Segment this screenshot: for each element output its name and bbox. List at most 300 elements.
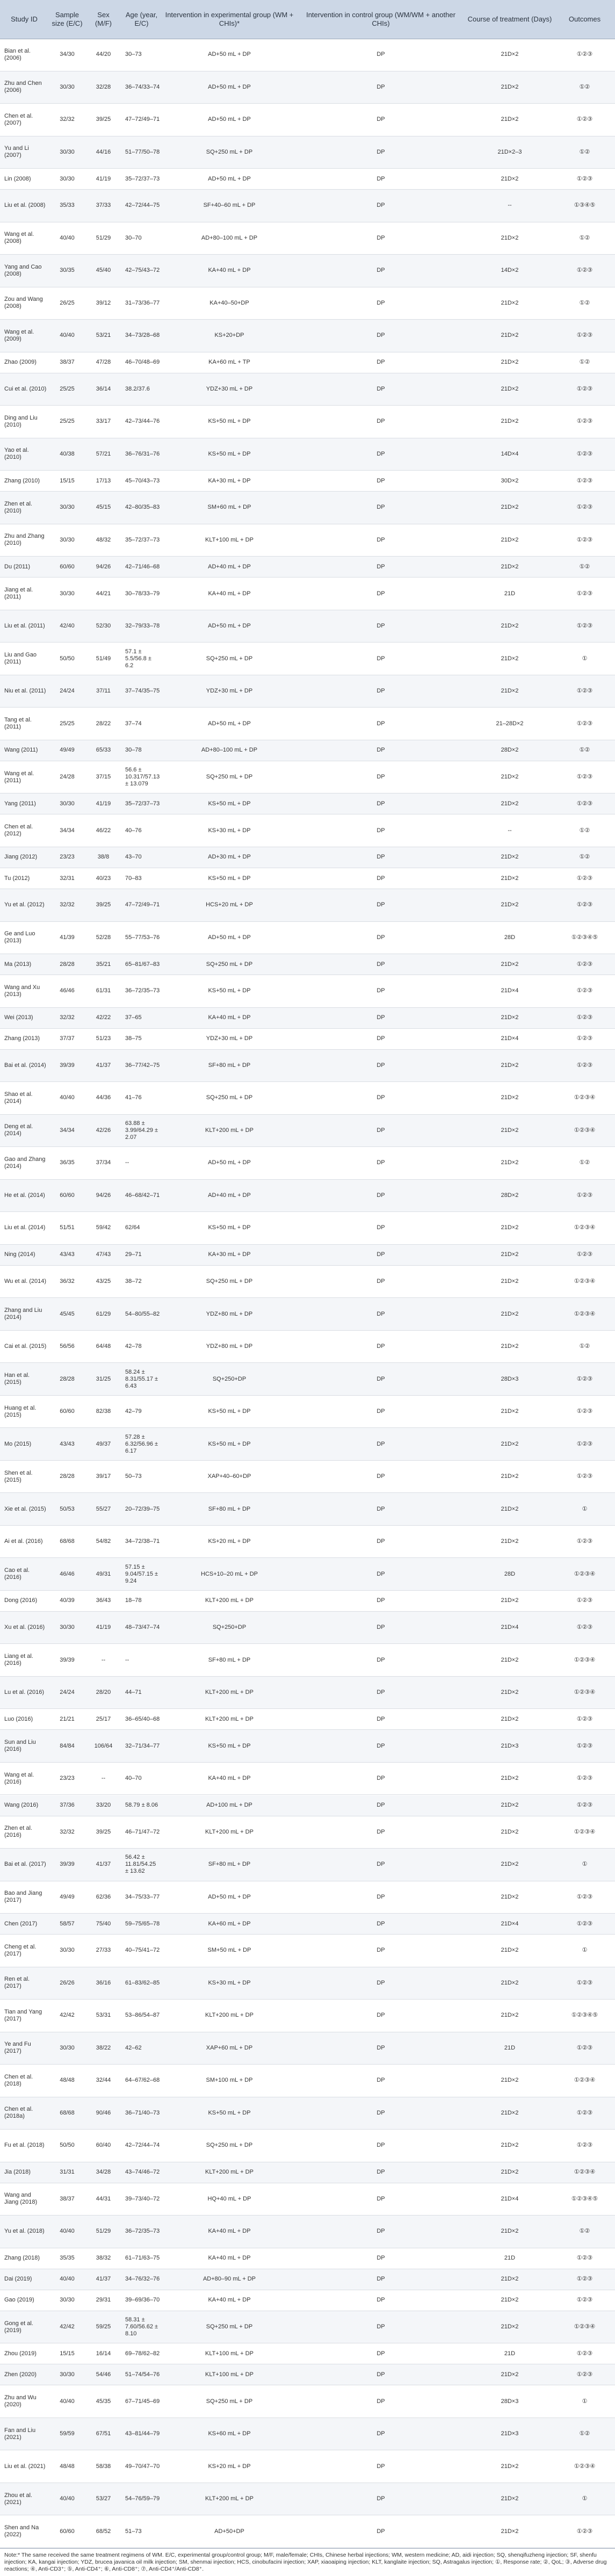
cell-sex: 41/19 <box>96 1624 111 1631</box>
cell-age: 58.79 ± 8.06 <box>125 1802 158 1809</box>
cell-sex: 51/49 <box>96 655 111 662</box>
cell-age: 61–71/63–75 <box>125 2255 160 2262</box>
cell-study-id: Cui et al. (2010) <box>4 385 47 392</box>
table-row <box>0 2385 615 2418</box>
table-row <box>0 1212 615 1245</box>
cell-sample-size: 30/30 <box>60 2044 75 2051</box>
cell-study-id: Zou and Wang (2008) <box>4 296 43 310</box>
cell-course-of-treatment: 21D×2 <box>501 1127 519 1134</box>
cell-outcomes: ①②③ <box>576 688 593 695</box>
cell-sex: 25/17 <box>96 1715 111 1722</box>
cell-age: 18–78 <box>125 1597 142 1604</box>
cell-age: 36–72/35–73 <box>125 2228 160 2235</box>
cell-sample-size: 25/25 <box>60 720 75 727</box>
cell-age: 35–72/37–73 <box>125 536 160 543</box>
cell-study-id: He et al. (2014) <box>4 1192 45 1199</box>
table-row <box>0 169 615 190</box>
cell-intervention-experimental: AD+50 mL + DP <box>208 623 251 630</box>
table-row <box>0 438 615 471</box>
cell-outcomes: ①②③ <box>576 1251 593 1258</box>
cell-intervention-experimental: KS+50 mL + DP <box>208 987 251 994</box>
cell-course-of-treatment: 21D×4 <box>501 987 519 994</box>
table-row <box>0 352 615 373</box>
cell-intervention-experimental: KA+40 mL + DP <box>208 2228 251 2235</box>
table-row <box>0 1298 615 1331</box>
cell-age: 47–72/49–71 <box>125 116 160 123</box>
cell-sample-size: 48/48 <box>60 2077 75 2084</box>
cell-intervention-experimental: KS+50 mL + DP <box>208 1224 251 1231</box>
cell-intervention-experimental: KS+20 mL + DP <box>208 2463 251 2470</box>
cell-age: 32–79/33–78 <box>125 623 160 630</box>
cell-course-of-treatment: 21D×2 <box>501 1505 519 1512</box>
cell-intervention-experimental: KS+50 mL + DP <box>208 2109 251 2116</box>
cell-intervention-experimental: KLT+200 mL + DP <box>205 2495 254 2502</box>
cell-outcomes: ①②③ <box>576 450 593 457</box>
cell-sample-size: 40/40 <box>60 1094 75 1101</box>
cell-sex: 57/21 <box>96 450 111 457</box>
table-row <box>0 1428 615 1461</box>
cell-intervention-control: DP <box>377 2228 385 2235</box>
cell-course-of-treatment: 21D×2 <box>501 1408 519 1415</box>
cell-age: 44–71 <box>125 1689 142 1696</box>
cell-outcomes: ①②③ <box>576 504 593 511</box>
cell-study-id: Zhou (2019) <box>4 2350 37 2357</box>
cell-age: 30–73 <box>125 51 142 58</box>
cell-age: 57.28 ± 6.32/56.96 ± 6.17 <box>125 1433 158 1454</box>
cell-study-id: Chen (2017) <box>4 1920 38 1927</box>
cell-sex: 32/28 <box>96 83 111 90</box>
cell-outcomes: ①② <box>579 359 590 366</box>
cell-intervention-control: DP <box>377 901 385 908</box>
cell-outcomes: ①②③ <box>576 2044 593 2051</box>
cell-sex: 27/33 <box>96 1947 111 1954</box>
cell-intervention-experimental: AD+50 mL + DP <box>208 83 251 90</box>
cell-outcomes: ①② <box>579 747 590 754</box>
cell-outcomes: ①② <box>579 299 590 306</box>
cell-study-id: Zhang (2018) <box>4 2255 40 2262</box>
cell-age: 36–65/40–68 <box>125 1715 160 1722</box>
table-row <box>0 1644 615 1677</box>
table-row <box>0 2343 615 2364</box>
cell-course-of-treatment: 21D×2 <box>501 1473 519 1480</box>
cell-course-of-treatment: 14D×4 <box>501 450 519 457</box>
cell-intervention-control: DP <box>377 1159 385 1166</box>
cell-sex: 44/36 <box>96 1094 111 1101</box>
cell-age: 64–67/62–68 <box>125 2077 160 2084</box>
cell-age: 51–74/54–76 <box>125 2371 160 2378</box>
cell-sex: 44/20 <box>96 51 111 58</box>
cell-intervention-control: DP <box>377 2463 385 2470</box>
cell-outcomes: ①②③ <box>576 774 593 781</box>
cell-sex: 47/43 <box>96 1251 111 1258</box>
cell-course-of-treatment: 21D×2 <box>501 1802 519 1809</box>
cell-intervention-control: DP <box>377 1861 385 1868</box>
table-row <box>0 578 615 610</box>
cell-study-id: Jiang et al. (2011) <box>4 587 33 601</box>
cell-course-of-treatment: 21–28D×2 <box>496 720 524 727</box>
cell-intervention-experimental: KA+40 mL + DP <box>208 2255 251 2262</box>
table-row <box>0 643 615 675</box>
cell-age: 53–86/54–87 <box>125 2012 160 2019</box>
cell-intervention-control: DP <box>377 1375 385 1382</box>
cell-sample-size: 28/28 <box>60 1375 75 1382</box>
cell-outcomes: ①②③④⑤ <box>571 2195 598 2202</box>
cell-study-id: Bian et al. (2006) <box>4 47 31 61</box>
cell-study-id: Gao and Zhang (2014) <box>4 1156 46 1170</box>
cell-sex: 94/26 <box>96 1192 111 1199</box>
cell-course-of-treatment: 21D×2 <box>501 1689 519 1696</box>
cell-course-of-treatment: 21D×2 <box>501 1538 519 1545</box>
cell-study-id: Jiang (2012) <box>4 854 38 861</box>
cell-intervention-experimental: SF+80 mL + DP <box>208 1861 251 1868</box>
cell-sex: 59/42 <box>96 1224 111 1231</box>
cell-age: 29–71 <box>125 1251 142 1258</box>
cell-course-of-treatment: 21D×2 <box>501 2012 519 2019</box>
cell-outcomes: ①②③④ <box>574 1224 596 1231</box>
cell-intervention-control: DP <box>377 623 385 630</box>
cell-study-id: Chen et al. (2018) <box>4 2073 33 2087</box>
cell-sample-size: 30/30 <box>60 1947 75 1954</box>
cell-age: 40–70 <box>125 1775 142 1782</box>
cell-intervention-experimental: KLT+100 mL + DP <box>205 2350 254 2357</box>
cell-outcomes: ①②③ <box>576 2255 593 2262</box>
cell-course-of-treatment: 21D×2 <box>501 2228 519 2235</box>
cell-course-of-treatment: 21D×2 <box>501 1343 519 1350</box>
cell-age: 54–80/55–82 <box>125 1310 160 1317</box>
cell-course-of-treatment: 21D×2 <box>501 2463 519 2470</box>
cell-sex: 48/32 <box>96 536 111 543</box>
cell-intervention-experimental: SF+80 mL + DP <box>208 1656 251 1663</box>
cell-intervention-control: DP <box>377 827 385 834</box>
cell-intervention-control: DP <box>377 536 385 543</box>
cell-age: 56.6 ± 10.317/57.13 ± 13.079 <box>125 767 160 788</box>
cell-course-of-treatment: 21D×2 <box>501 1947 519 1954</box>
cell-course-of-treatment: 21D×2 <box>501 1224 519 1231</box>
cell-study-id: Niu et al. (2011) <box>4 688 46 695</box>
table-row <box>0 1612 615 1644</box>
cell-age: 30–78 <box>125 747 142 754</box>
cell-intervention-control: DP <box>377 688 385 695</box>
cell-outcomes: ①②③ <box>576 1375 593 1382</box>
cell-outcomes: ①②③ <box>576 800 593 807</box>
cell-study-id: Zhang and Liu (2014) <box>4 1307 42 1321</box>
cell-outcomes: ①②③④ <box>574 2463 596 2470</box>
cell-intervention-experimental: SQ+250 mL + DP <box>206 148 253 155</box>
cell-age: 42–71/46–68 <box>125 563 160 570</box>
cell-intervention-control: DP <box>377 2276 385 2283</box>
cell-outcomes: ①②③ <box>576 1802 593 1809</box>
cell-intervention-experimental: KLT+200 mL + DP <box>205 1715 254 1722</box>
cell-outcomes: ①②③ <box>576 477 593 484</box>
cell-study-id: Zhao (2009) <box>4 359 37 366</box>
table-row <box>0 1881 615 1914</box>
cell-sample-size: 25/25 <box>60 418 75 425</box>
cell-sex: 37/33 <box>96 202 111 209</box>
cell-outcomes: ①②③④⑤ <box>571 2012 598 2019</box>
cell-intervention-experimental: AD+80–100 mL + DP <box>201 747 258 754</box>
cell-study-id: Wang et al. (2008) <box>4 231 34 245</box>
cell-outcomes: ①②③ <box>576 1035 593 1042</box>
cell-intervention-experimental: KA+40 mL + DP <box>208 590 251 597</box>
cell-intervention-control: DP <box>377 418 385 425</box>
cell-course-of-treatment: 21D×2 <box>501 688 519 695</box>
cell-intervention-control: DP <box>377 1014 385 1021</box>
cell-study-id: Huang et al. (2015) <box>4 1404 37 1418</box>
cell-sample-size: 40/40 <box>60 2398 75 2405</box>
cell-study-id: Fu et al. (2018) <box>4 2142 45 2149</box>
cell-intervention-experimental: AD+50 mL + DP <box>208 1159 251 1166</box>
table-row <box>0 2515 615 2548</box>
cell-outcomes: ①② <box>579 234 590 241</box>
cell-sex: 52/28 <box>96 934 111 941</box>
cell-intervention-control: DP <box>377 2324 385 2330</box>
cell-intervention-control: DP <box>377 2142 385 2149</box>
cell-outcomes: ①②③ <box>576 2297 593 2304</box>
cell-outcomes: ①②③④ <box>574 1278 596 1285</box>
cell-sex: -- <box>101 1656 106 1663</box>
cell-sex: 44/21 <box>96 590 111 597</box>
cell-intervention-control: DP <box>377 987 385 994</box>
cell-sex: 29/31 <box>96 2297 111 2304</box>
cell-sample-size: 59/59 <box>60 2430 75 2437</box>
table-row <box>0 2216 615 2248</box>
cell-course-of-treatment: 21D×2 <box>501 1310 519 1317</box>
cell-sex: 33/20 <box>96 1802 111 1809</box>
cell-intervention-control: DP <box>377 202 385 209</box>
table-row <box>0 1180 615 1213</box>
cell-sex: 17/13 <box>96 477 111 484</box>
cell-sample-size: 40/40 <box>60 332 75 339</box>
cell-age: 51–73 <box>125 2528 142 2535</box>
cell-sample-size: 32/31 <box>60 875 75 882</box>
cell-course-of-treatment: 21D×4 <box>501 2195 519 2202</box>
cell-age: 56.42 ± 11.81/54.25 ± 13.62 <box>125 1854 156 1875</box>
cell-outcomes: ①②③ <box>576 1192 593 1199</box>
cell-study-id: Dai (2019) <box>4 2276 32 2283</box>
table-row <box>0 1558 615 1591</box>
cell-intervention-experimental: AD+50 mL + DP <box>208 116 251 123</box>
cell-outcomes: ①②③ <box>576 1014 593 1021</box>
cell-sample-size: 30/30 <box>60 148 75 155</box>
cell-study-id: Bai et al. (2014) <box>4 1062 46 1069</box>
header-course-of-treatment: Course of treatment (Days) <box>467 15 552 23</box>
cell-sex: 42/26 <box>96 1127 111 1134</box>
cell-sample-size: 28/28 <box>60 961 75 968</box>
cell-intervention-experimental: SQ+250 mL + DP <box>206 2324 253 2330</box>
cell-study-id: Yu and Li (2007) <box>4 145 29 159</box>
cell-intervention-experimental: AD+50 mL + DP <box>208 720 251 727</box>
header-intervention-experimental: Intervention in experimental group (WM + CHIs)* <box>165 11 294 27</box>
cell-intervention-experimental: KLT+200 mL + DP <box>205 2169 254 2176</box>
table-row <box>0 1526 615 1558</box>
cell-age: 57.15 ± 9.04/57.15 ± 9.24 <box>125 1563 158 1584</box>
cell-sex: 36/16 <box>96 1979 111 1986</box>
cell-study-id: Cai et al. (2015) <box>4 1343 47 1350</box>
cell-sample-size: 48/48 <box>60 2463 75 2470</box>
cell-age: 42–72/44–75 <box>125 202 160 209</box>
cell-outcomes: ①②③ <box>576 1062 593 1069</box>
table-row <box>0 2418 615 2451</box>
cell-intervention-control: DP <box>377 1224 385 1231</box>
cell-intervention-experimental: AD+40 mL + DP <box>208 1192 251 1199</box>
cell-sex: 51/29 <box>96 234 111 241</box>
cell-age: 54–76/59–79 <box>125 2495 160 2502</box>
cell-course-of-treatment: 28D <box>504 1570 516 1577</box>
cell-intervention-experimental: AD+40 mL + DP <box>208 563 251 570</box>
cell-intervention-experimental: KLT+200 mL + DP <box>205 1689 254 1696</box>
cell-course-of-treatment: 21D×2 <box>501 623 519 630</box>
cell-age: 42–62 <box>125 2044 142 2051</box>
cell-intervention-experimental: YDZ+80 mL + DP <box>206 1343 253 1350</box>
cell-intervention-control: DP <box>377 2109 385 2116</box>
cell-course-of-treatment: 28D×2 <box>501 1192 519 1199</box>
cell-study-id: Luo (2016) <box>4 1715 33 1722</box>
cell-outcomes: ①②③ <box>576 1920 593 1927</box>
cell-sample-size: 40/40 <box>60 2276 75 2283</box>
cell-intervention-control: DP <box>377 774 385 781</box>
cell-study-id: Chen et al. (2018a) <box>4 2106 33 2120</box>
cell-intervention-experimental: SQ+250 mL + DP <box>206 774 253 781</box>
cell-age: 49–70/47–70 <box>125 2463 160 2470</box>
cell-course-of-treatment: 21D×2 <box>501 2077 519 2084</box>
cell-sample-size: 34/34 <box>60 1127 75 1134</box>
table-row <box>0 1591 615 1612</box>
cell-intervention-control: DP <box>377 1947 385 1954</box>
cell-sex: 34/28 <box>96 2169 111 2176</box>
cell-age: 46–70/48–69 <box>125 359 160 366</box>
cell-study-id: Yang and Cao (2008) <box>4 263 42 277</box>
cell-study-id: Fan and Liu (2021) <box>4 2427 36 2441</box>
cell-age: 59–75/65–78 <box>125 1920 160 1927</box>
table-row <box>0 2162 615 2183</box>
cell-outcomes: ①②③④ <box>574 1310 596 1317</box>
table-row <box>0 222 615 255</box>
cell-intervention-experimental: SQ+250 mL + DP <box>206 1094 253 1101</box>
cell-age: 36–76/31–76 <box>125 450 160 457</box>
cell-sample-size: 42/42 <box>60 2012 75 2019</box>
cell-sex: 47/28 <box>96 359 111 366</box>
cell-intervention-control: DP <box>377 450 385 457</box>
cell-sex: 39/25 <box>96 1828 111 1835</box>
cell-intervention-experimental: SF+40–60 mL + DP <box>203 202 256 209</box>
cell-outcomes: ①② <box>579 1159 590 1166</box>
cell-sample-size: 39/39 <box>60 1861 75 1868</box>
cell-intervention-experimental: AD+50+DP <box>214 2528 244 2535</box>
cell-study-id: Liu and Gao (2011) <box>4 652 37 666</box>
cell-intervention-control: DP <box>377 1538 385 1545</box>
cell-sex: 39/25 <box>96 901 111 908</box>
cell-intervention-experimental: KS+30 mL + DP <box>208 827 251 834</box>
cell-intervention-experimental: AD+80–90 mL + DP <box>202 2276 256 2283</box>
cell-intervention-control: DP <box>377 1278 385 1285</box>
cell-outcomes: ①②③ <box>576 1979 593 1986</box>
cell-outcomes: ①②③ <box>576 2142 593 2149</box>
cell-intervention-control: DP <box>377 1979 385 1986</box>
cell-age: 55–77/53–76 <box>125 934 160 941</box>
table-row <box>0 492 615 524</box>
table-row <box>0 610 615 643</box>
cell-study-id: Liu et al. (2021) <box>4 2463 46 2470</box>
cell-study-id: Shen et al. (2015) <box>4 1469 33 1483</box>
cell-sex: 67/51 <box>96 2430 111 2437</box>
cell-study-id: Liu et al. (2008) <box>4 202 46 209</box>
cell-sex: 40/23 <box>96 875 111 882</box>
table-row <box>0 2183 615 2216</box>
cell-sample-size: 49/49 <box>60 747 75 754</box>
cell-sex: 32/44 <box>96 2077 111 2084</box>
cell-study-id: Ge and Luo (2013) <box>4 930 35 944</box>
cell-intervention-experimental: KS+50 mL + DP <box>208 418 251 425</box>
cell-intervention-experimental: SQ+250 mL + DP <box>206 961 253 968</box>
table-row <box>0 2130 615 2162</box>
cell-study-id: Gao (2019) <box>4 2297 34 2304</box>
cell-intervention-experimental: AD+50 mL + DP <box>208 934 251 941</box>
cell-sample-size: 42/40 <box>60 623 75 630</box>
table-row <box>0 793 615 814</box>
cell-study-id: Deng et al. (2014) <box>4 1123 33 1137</box>
cell-sample-size: 38/37 <box>60 2195 75 2202</box>
cell-intervention-experimental: KA+30 mL + DP <box>208 477 251 484</box>
cell-study-id: Zhen et al. (2010) <box>4 500 32 514</box>
table-row <box>0 1849 615 1881</box>
cell-intervention-experimental: KS+20+DP <box>214 332 244 339</box>
cell-intervention-control: DP <box>377 2195 385 2202</box>
cell-intervention-control: DP <box>377 148 385 155</box>
cell-sex: 38/32 <box>96 2255 111 2262</box>
cell-course-of-treatment: 21D <box>504 2044 516 2051</box>
cell-sample-size: 46/46 <box>60 1570 75 1577</box>
cell-outcomes: ①②③ <box>576 1408 593 1415</box>
table-row <box>0 1363 615 1396</box>
cell-age: 34–76/32–76 <box>125 2276 160 2283</box>
table-row <box>0 675 615 708</box>
table-row <box>0 2290 615 2311</box>
cell-outcomes: ①②③ <box>576 961 593 968</box>
cell-age: 42–75/43–72 <box>125 267 160 274</box>
cell-age: 58.24 ± 8.31/55.17 ± 6.43 <box>125 1368 158 1389</box>
cell-age: 46–71/47–72 <box>125 1828 160 1835</box>
cell-course-of-treatment: 21D×2 <box>501 2495 519 2502</box>
cell-sample-size: 60/60 <box>60 2528 75 2535</box>
cell-sample-size: 30/30 <box>60 590 75 597</box>
cell-intervention-control: DP <box>377 1570 385 1577</box>
cell-sex: 45/40 <box>96 267 111 274</box>
cell-intervention-experimental: KLT+100 mL + DP <box>205 2371 254 2378</box>
cell-course-of-treatment: 21D×2 <box>501 1159 519 1166</box>
cell-outcomes: ①② <box>579 1343 590 1350</box>
cell-intervention-control: DP <box>377 267 385 274</box>
cell-age: 38.2/37.6 <box>125 385 150 392</box>
cell-sample-size: 50/50 <box>60 655 75 662</box>
cell-study-id: Yao et al. (2010) <box>4 447 29 461</box>
cell-sex: 31/25 <box>96 1375 111 1382</box>
cell-age: 31–73/36–77 <box>125 299 160 306</box>
table-row <box>0 406 615 438</box>
cell-study-id: Jia (2018) <box>4 2169 31 2176</box>
cell-intervention-control: DP <box>377 175 385 182</box>
table-row <box>0 2032 615 2065</box>
cell-sample-size: 30/30 <box>60 83 75 90</box>
cell-course-of-treatment: 21D <box>504 2350 516 2357</box>
cell-study-id: Wang et al. (2016) <box>4 1771 34 1785</box>
cell-outcomes: ①②③ <box>576 720 593 727</box>
cell-sex: 53/21 <box>96 332 111 339</box>
cell-sample-size: 25/25 <box>60 385 75 392</box>
table-row <box>0 373 615 406</box>
cell-outcomes: ①② <box>579 2430 590 2437</box>
cell-course-of-treatment: 21D×3 <box>501 2430 519 2437</box>
cell-intervention-control: DP <box>377 1408 385 1415</box>
